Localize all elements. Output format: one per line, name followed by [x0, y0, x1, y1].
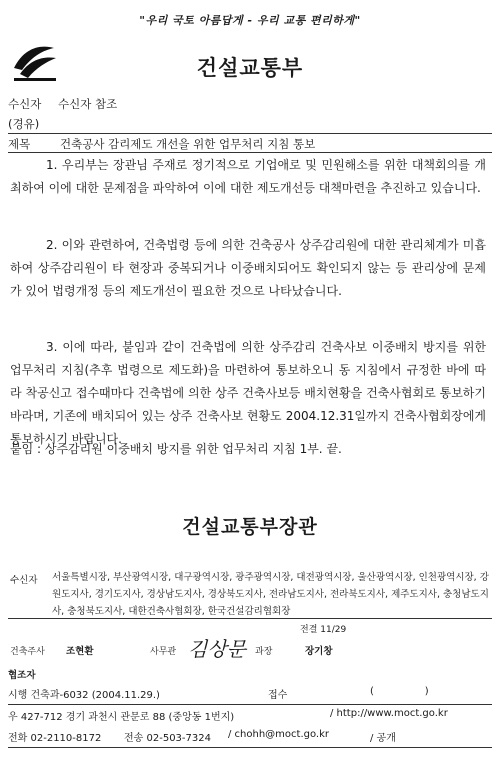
approval-date-mark: 전결 11/29 [300, 625, 347, 635]
recipient-row [8, 96, 118, 112]
subject-value: 건축공사 감리제도 개선을 위한 업무처리 지침 통보 [60, 137, 316, 151]
chief-name: 장기창 [305, 646, 333, 657]
paragraph-text: 3. 이에 따라, 붙임과 같이 건축법에 의한 상주감리 건축사보 이중배치 방지를 위한 업무처리 지침(추후 법령으로 제도화)을 마련하여 통보하오니 동 지침에서 규정한 바에 따라 착공신고 접수때마다 건축법에 의한 상주 건축사보등 배치현황을 건축사협회로 통보하기 바라며, 기존에 배치되어 있는 상주 건축사보 현황도 2004.12.31일까지 건축사협회장에게 통보하시기 바랍니다. [10, 340, 486, 446]
body-paragraph [10, 234, 486, 303]
website-link[interactable]: / http://www.moct.go.kr [330, 708, 448, 719]
distribution-label: 수신자 [10, 575, 38, 586]
distribution-list: 서울특별시장, 부산광역시장, 대구광역시장, 광주광역시장, 대전광역시장, 울산광역시장, 인천광역시장, 강원도지사, 경기도지사, 경상남도지사, 경상북도지사, 전라남도지사, 전라북도지사, 제주도지사, 충청남도지사, 충청북도지사, 대한건축사협회장, 한국건설감리협회장 [52, 572, 489, 617]
divider [8, 618, 492, 619]
drafter-role: 건축주사 [10, 647, 45, 657]
divider [8, 152, 492, 153]
cooperator-label: 협조자 [8, 670, 36, 681]
receipt-label: 접수 [268, 690, 288, 701]
recipient-value: 수신자 참조 [58, 97, 118, 111]
subject-row [8, 136, 316, 152]
recipient-label: 수신자 [8, 97, 42, 111]
enforcement-number: 시행 건축과-6032 (2004.11.29.) [8, 690, 160, 701]
postal-address: 우 427-712 경기 과천시 관문로 88 (중앙동 1번지) [8, 712, 235, 723]
drafter-name: 조현환 [66, 646, 94, 657]
email-link[interactable]: / chohh@moct.go.kr [228, 729, 330, 740]
subject-label: 제목 [8, 137, 31, 151]
disclosure-status: / 공개 [370, 733, 396, 744]
chief-role: 과장 [255, 647, 273, 657]
divider [8, 133, 492, 134]
body-paragraph [10, 336, 486, 451]
divider [8, 704, 492, 705]
fax-number: 전송 02-503-7324 [124, 733, 211, 744]
sender-title: 건설교통부장관 [182, 516, 318, 538]
phone-number: 전화 02-2110-8172 [8, 733, 102, 744]
divider [8, 747, 492, 748]
via-label: (경유) [8, 117, 40, 131]
paragraph-text: 1. 우리부는 장관님 주재로 정기적으로 기업애로 및 민원해소를 위한 대책회의를 개최하여 이에 대한 문제점을 파악하여 이에 대한 제도개선등 대책마련을 추진하고 있습니다. [10, 158, 486, 195]
receipt-field: ( ) [370, 686, 429, 697]
paragraph-text: 2. 이와 관련하여, 건축법령 등에 의한 건축공사 상주감리원에 대한 관리체계가 미흡하여 상주감리원이 타 현장과 중복되거나 이중배치되어도 확인되지 않는 등 관리상에 문제가 있어 법령개정 등의 제도개선이 필요한 것으로 나타났습니다. [10, 238, 486, 298]
officer-role: 사무관 [150, 647, 177, 657]
attachment-line: 붙임 : 상주감리원 이중배치 방지를 위한 업무처리 지침 1부. 끝. [10, 442, 342, 456]
body-paragraph [10, 154, 486, 200]
officer-signature: 김상문 [188, 637, 246, 661]
slogan: "우리 국토 아름답게 - 우리 교통 편리하게" [139, 14, 361, 27]
organization-name: 건설교통부 [196, 56, 304, 80]
